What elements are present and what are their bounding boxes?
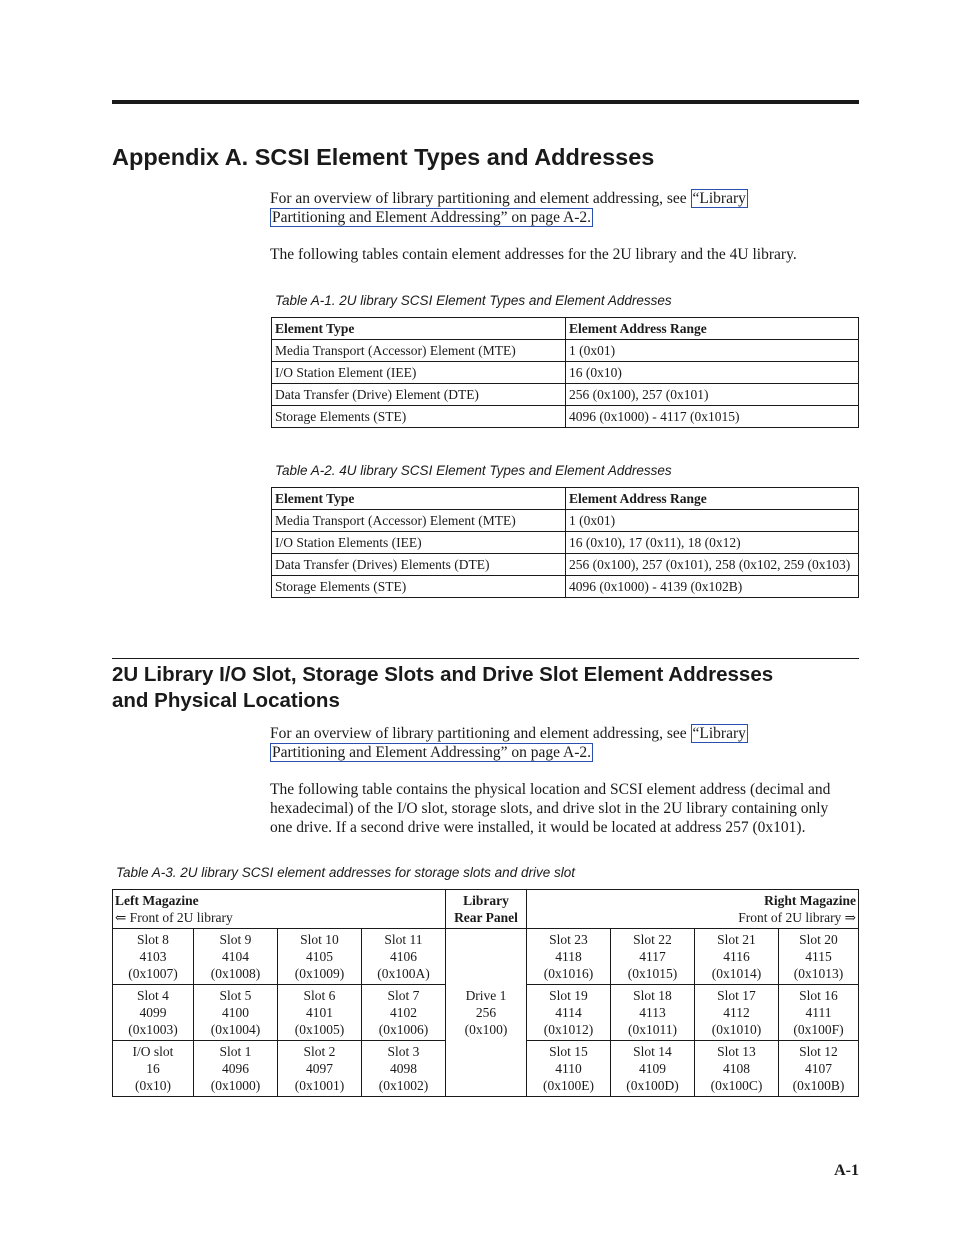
column-header: Element Address Range [566, 318, 859, 340]
slot-label: Slot 6 [303, 988, 336, 1003]
slot-address: 4115 [805, 949, 832, 964]
table-cell: Data Transfer (Drive) Element (DTE) [272, 384, 566, 406]
table-cell: 4096 (0x1000) - 4117 (0x1015) [566, 406, 859, 428]
table-cell: 4096 (0x1000) - 4139 (0x102B) [566, 576, 859, 598]
slot-cell [695, 985, 779, 1041]
slot-cell [695, 929, 779, 985]
slot-label: Slot 9 [219, 932, 252, 947]
slot-address: 4106 [390, 949, 417, 964]
slot-label: Slot 13 [717, 1044, 756, 1059]
slot-hex: (0x1002) [378, 1078, 429, 1093]
table-row [272, 384, 859, 406]
table-cell: 16 (0x10), 17 (0x11), 18 (0x12) [566, 532, 859, 554]
slot-cell [194, 1041, 278, 1097]
slot-hex: (0x100F) [793, 1022, 844, 1037]
right-magazine-header [527, 890, 859, 929]
slot-label: Slot 12 [799, 1044, 838, 1059]
table-row [113, 929, 859, 985]
slot-cell [278, 929, 362, 985]
right-magazine-direction: Front of 2U library ⇒ [738, 910, 856, 925]
slot-hex: (0x1004) [210, 1022, 261, 1037]
drive-hex: (0x100) [464, 1022, 508, 1037]
table2-caption: Table A-2. 4U library SCSI Element Types and Element Addresses [275, 463, 672, 478]
slot-cell [113, 985, 194, 1041]
link-text-2[interactable]: Partitioning and Element Addressing” on page A-2. [272, 744, 591, 761]
slot-address: 4114 [555, 1005, 582, 1020]
slot-cell [611, 985, 695, 1041]
section-heading-line-2: and Physical Locations [112, 689, 340, 712]
table-cell: Media Transport (Accessor) Element (MTE) [272, 510, 566, 532]
link-text-1[interactable]: “Library [692, 725, 746, 742]
slot-address: 4111 [805, 1005, 832, 1020]
slot-hex: (0x100B) [792, 1078, 845, 1093]
slot-address: 4112 [723, 1005, 750, 1020]
intro-paragraph-4: The following table contains the physical location and SCSI element address (decimal and hexadecimal) of the I/O slot, storage slots, and drive slot in the 2U library containing only one drive. If a second drive were installed, it would be located at address 257 (0x101). [270, 781, 831, 836]
slot-address: 4103 [139, 949, 167, 964]
link-text-2[interactable]: Partitioning and Element Addressing” on page A-2. [272, 209, 591, 226]
top-rule [112, 100, 859, 104]
slot-address: 4097 [306, 1061, 333, 1076]
slot-label: Slot 8 [137, 932, 169, 947]
table-cell: I/O Station Element (IEE) [272, 362, 566, 384]
intro-paragraph-3 [270, 724, 830, 762]
rear-panel-title-2: Rear Panel [454, 910, 518, 925]
intro-paragraph-1 [270, 189, 830, 227]
slot-address: 4098 [390, 1061, 417, 1076]
column-header: Element Type [272, 318, 566, 340]
right-magazine-title: Right Magazine [764, 893, 856, 908]
table-header-row [272, 488, 859, 510]
intro-text: For an overview of library partitioning and element addressing, see [270, 190, 691, 207]
slot-hex: (0x1006) [378, 1022, 429, 1037]
slot-hex: (0x1000) [210, 1078, 261, 1093]
slot-address: 4118 [555, 949, 582, 964]
slot-address: 4113 [639, 1005, 666, 1020]
slot-hex: (0x1008) [210, 966, 261, 981]
slot-label: Slot 19 [549, 988, 588, 1003]
table-row [272, 362, 859, 384]
table-cell: Storage Elements (STE) [272, 406, 566, 428]
section-heading [112, 662, 872, 714]
slot-label: Slot 10 [300, 932, 339, 947]
slot-address: 4099 [139, 1005, 167, 1020]
table-row [272, 406, 859, 428]
table-2u-elements [271, 317, 859, 428]
slot-label: Slot 22 [633, 932, 672, 947]
table-cell: Media Transport (Accessor) Element (MTE) [272, 340, 566, 362]
left-magazine-header [113, 890, 446, 929]
slot-cell [611, 1041, 695, 1097]
slot-label: Slot 23 [549, 932, 588, 947]
table-cell: 1 (0x01) [566, 340, 859, 362]
slot-cell [362, 985, 446, 1041]
slot-address: 4109 [639, 1061, 666, 1076]
column-header: Element Address Range [566, 488, 859, 510]
drive-address: 256 [475, 1005, 497, 1020]
section-rule [112, 658, 859, 659]
page-title: Appendix A. SCSI Element Types and Addresses [112, 144, 655, 170]
slot-label: Slot 18 [633, 988, 672, 1003]
slot-hex: (0x10) [135, 1078, 171, 1093]
table-row [272, 554, 859, 576]
slot-address: 4104 [222, 949, 249, 964]
slot-label: I/O slot [132, 1044, 174, 1059]
slot-label: Slot 4 [137, 988, 169, 1003]
slot-cell [362, 929, 446, 985]
slot-label: Slot 14 [633, 1044, 672, 1059]
left-magazine-direction: ⇐ Front of 2U library [115, 910, 233, 925]
table-header-row [113, 890, 859, 929]
slot-hex: (0x1003) [128, 1022, 178, 1037]
table-row [272, 576, 859, 598]
table-cell: 16 (0x10) [566, 362, 859, 384]
slot-address: 4117 [639, 949, 666, 964]
table-cell: I/O Station Elements (IEE) [272, 532, 566, 554]
cross-reference-link[interactable] [691, 724, 748, 743]
intro-text: For an overview of library partitioning and element addressing, see [270, 725, 691, 742]
table-2u-slot-locations [112, 889, 859, 1097]
slot-cell [113, 929, 194, 985]
slot-hex: (0x1005) [294, 1022, 345, 1037]
slot-cell [362, 1041, 446, 1097]
slot-address: 4110 [555, 1061, 582, 1076]
slot-cell [527, 985, 611, 1041]
table-cell: 1 (0x01) [566, 510, 859, 532]
section-heading-line-1: 2U Library I/O Slot, Storage Slots and Drive Slot Element Addresses [112, 663, 774, 686]
cross-reference-link[interactable] [691, 189, 748, 208]
slot-hex: (0x1007) [128, 966, 178, 981]
slot-address: 4096 [222, 1061, 249, 1076]
slot-cell [527, 1041, 611, 1097]
slot-hex: (0x1016) [543, 966, 594, 981]
slot-label: Slot 20 [799, 932, 838, 947]
left-magazine-title: Left Magazine [115, 893, 199, 908]
slot-cell [779, 985, 859, 1041]
slot-address: 4105 [306, 949, 333, 964]
slot-cell [194, 985, 278, 1041]
link-text-1[interactable]: “Library [692, 190, 746, 207]
slot-cell [278, 985, 362, 1041]
slot-address: 4101 [306, 1005, 333, 1020]
table-cell: Data Transfer (Drives) Elements (DTE) [272, 554, 566, 576]
slot-address: 4102 [390, 1005, 417, 1020]
slot-address: 4116 [723, 949, 750, 964]
slot-cell [278, 1041, 362, 1097]
slot-hex: (0x1013) [793, 966, 844, 981]
slot-cell [695, 1041, 779, 1097]
column-header: Element Type [272, 488, 566, 510]
slot-label: Slot 11 [384, 932, 423, 947]
slot-hex: (0x1009) [294, 966, 345, 981]
slot-label: Slot 17 [717, 988, 756, 1003]
cross-reference-link[interactable] [270, 743, 593, 762]
slot-cell [113, 1041, 194, 1097]
table-row [272, 510, 859, 532]
slot-hex: (0x100E) [543, 1078, 594, 1093]
slot-cell [527, 929, 611, 985]
slot-hex: (0x1011) [628, 1022, 677, 1037]
slot-cell [194, 929, 278, 985]
slot-label: Slot 15 [549, 1044, 588, 1059]
slot-hex: (0x100D) [626, 1078, 679, 1093]
cross-reference-link[interactable] [270, 208, 593, 227]
table1-caption: Table A-1. 2U library SCSI Element Types and Element Addresses [275, 293, 672, 308]
slot-address: 4107 [805, 1061, 832, 1076]
drive-slot-cell [446, 929, 527, 1097]
slot-label: Slot 1 [219, 1044, 252, 1059]
slot-label: Slot 7 [387, 988, 420, 1003]
slot-hex: (0x1012) [543, 1022, 594, 1037]
table-row [272, 340, 859, 362]
slot-label: Slot 16 [799, 988, 838, 1003]
slot-address: 16 [146, 1061, 160, 1076]
slot-label: Slot 2 [303, 1044, 336, 1059]
slot-cell [611, 929, 695, 985]
table-cell: Storage Elements (STE) [272, 576, 566, 598]
slot-cell [779, 929, 859, 985]
table-cell: 256 (0x100), 257 (0x101) [566, 384, 859, 406]
slot-address: 4108 [723, 1061, 750, 1076]
slot-cell [779, 1041, 859, 1097]
slot-hex: (0x1014) [711, 966, 762, 981]
slot-label: Slot 21 [717, 932, 756, 947]
intro-paragraph-2: The following tables contain element addresses for the 2U library and the 4U library. [270, 246, 797, 263]
rear-panel-header [446, 890, 527, 929]
slot-hex: (0x1015) [627, 966, 678, 981]
drive-label: Drive 1 [465, 988, 507, 1003]
table-header-row [272, 318, 859, 340]
table-cell: 256 (0x100), 257 (0x101), 258 (0x102, 259 (0x103) [566, 554, 859, 576]
table-row [272, 532, 859, 554]
slot-label: Slot 5 [219, 988, 252, 1003]
slot-hex: (0x1001) [294, 1078, 345, 1093]
rear-panel-title-1: Library [463, 893, 509, 908]
table-4u-elements [271, 487, 859, 598]
slot-hex: (0x100C) [710, 1078, 763, 1093]
table3-caption: Table A-3. 2U library SCSI element addresses for storage slots and drive slot [116, 865, 575, 880]
slot-address: 4100 [222, 1005, 249, 1020]
page-number: A-1 [834, 1162, 859, 1179]
slot-hex: (0x100A) [377, 966, 430, 981]
slot-hex: (0x1010) [711, 1022, 762, 1037]
slot-label: Slot 3 [387, 1044, 420, 1059]
